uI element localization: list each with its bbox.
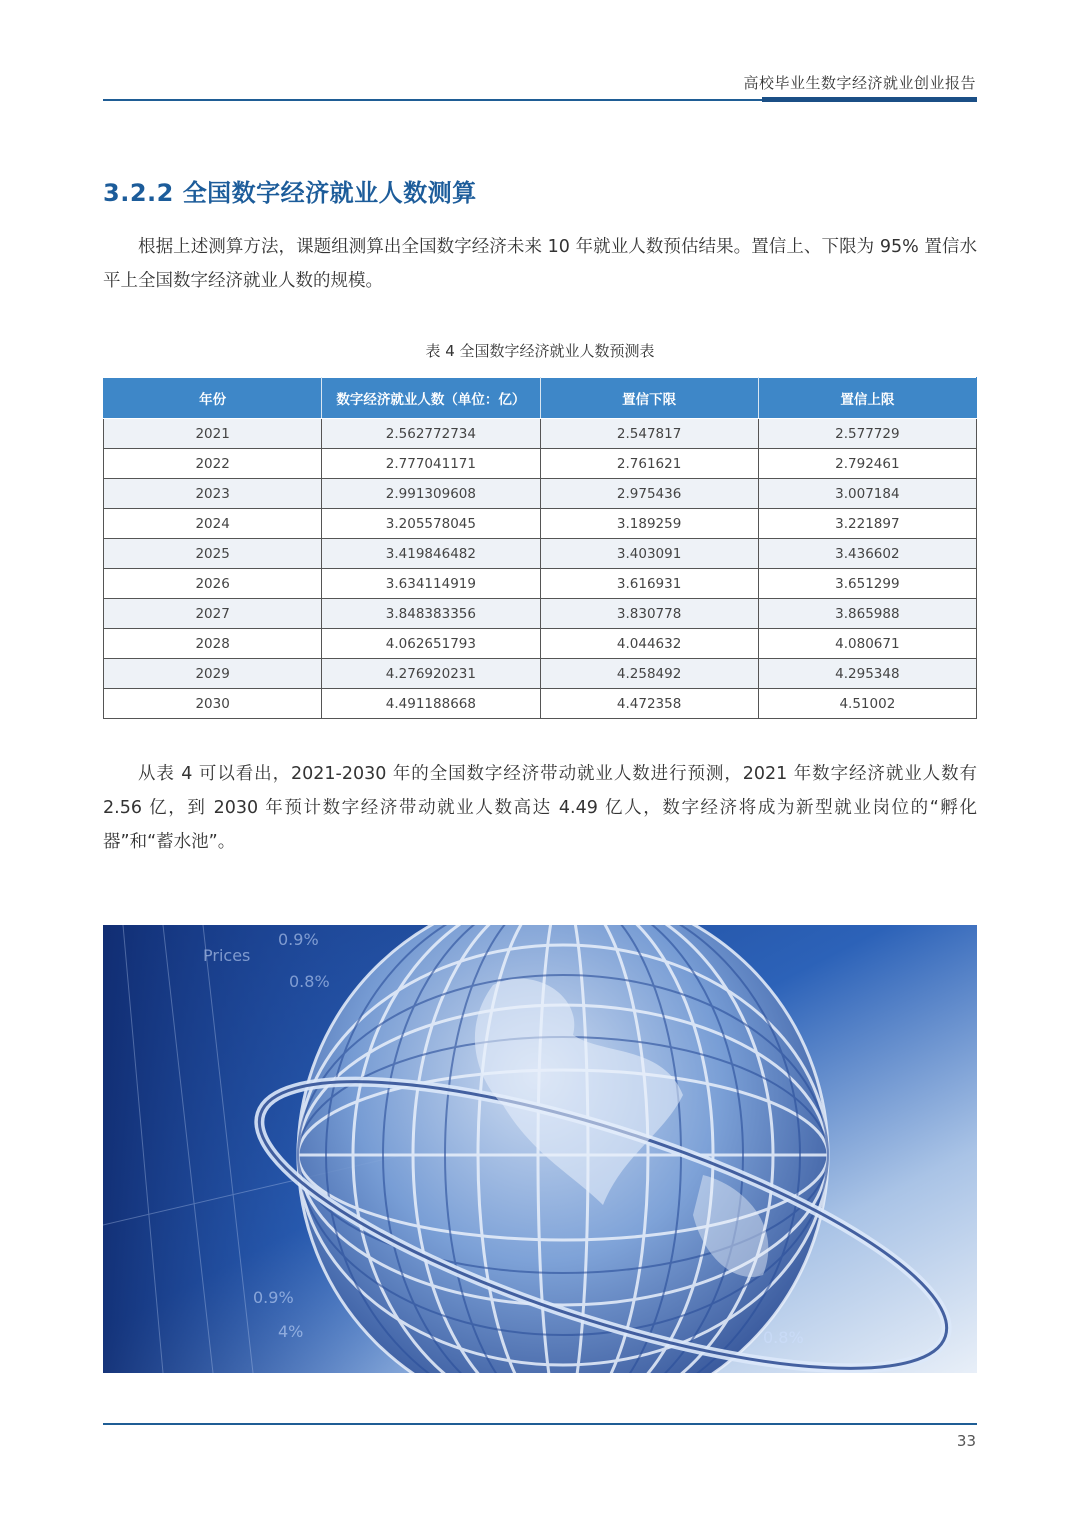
table-row: [104, 539, 977, 569]
header-divider-accent: [762, 97, 977, 102]
table-row: [104, 629, 977, 659]
ticker-text: 0.9%: [253, 1288, 294, 1307]
table-cell: 3.830778: [540, 599, 758, 629]
table-header-row: [104, 378, 977, 419]
ticker-text: Prices: [203, 946, 251, 965]
table-row: [104, 449, 977, 479]
column-header-year: 年份: [104, 378, 322, 419]
globe-illustration: [103, 925, 977, 1373]
table-cell: 2023: [104, 479, 322, 509]
ticker-text: 0.9%: [278, 930, 319, 949]
table-caption: 表 4 全国数字经济就业人数预测表: [425, 342, 655, 360]
ticker-text: 0.8%: [763, 1328, 804, 1347]
forecast-table: [103, 377, 977, 719]
table-cell: 2024: [104, 509, 322, 539]
table-cell: 2030: [104, 689, 322, 719]
intro-paragraph: 根据上述测算方法，课题组测算出全国数字经济未来 10 年就业人数预估结果。置信上、下限为 95% 置信水平上全国数字经济就业人数的规模。: [103, 237, 977, 291]
table-cell: 3.221897: [758, 509, 976, 539]
column-header-lower-bound: 置信下限: [540, 378, 758, 419]
globe-graphic: [103, 925, 977, 1373]
column-header-employment: 数字经济就业人数（单位：亿）: [322, 378, 540, 419]
table-cell: 4.062651793: [322, 629, 540, 659]
table-row: [104, 509, 977, 539]
table-cell: 2.577729: [758, 419, 976, 449]
table-cell: 4.51002: [758, 689, 976, 719]
page-number: 33: [956, 1432, 976, 1450]
table-cell: 3.848383356: [322, 599, 540, 629]
table-cell: 4.295348: [758, 659, 976, 689]
table-cell: 2029: [104, 659, 322, 689]
table-cell: 4.258492: [540, 659, 758, 689]
table-row: [104, 419, 977, 449]
table-cell: 3.634114919: [322, 569, 540, 599]
table-cell: 3.616931: [540, 569, 758, 599]
table-cell: 3.189259: [540, 509, 758, 539]
section-heading: 3.2.2 全国数字经济就业人数测算: [103, 179, 477, 207]
table-cell: 4.491188668: [322, 689, 540, 719]
table-cell: 3.651299: [758, 569, 976, 599]
table-cell: 2.975436: [540, 479, 758, 509]
table-cell: 2.792461: [758, 449, 976, 479]
table-cell: 2025: [104, 539, 322, 569]
table-cell: 2.991309608: [322, 479, 540, 509]
table-cell: 2028: [104, 629, 322, 659]
footer-divider: [103, 1423, 977, 1425]
table-cell: 4.472358: [540, 689, 758, 719]
table-row: [104, 689, 977, 719]
table-body: [104, 419, 977, 719]
table-cell: 2021: [104, 419, 322, 449]
ticker-text: 4%: [278, 1322, 304, 1341]
table-cell: 2022: [104, 449, 322, 479]
table-cell: 3.403091: [540, 539, 758, 569]
table-cell: 3.865988: [758, 599, 976, 629]
column-header-upper-bound: 置信上限: [758, 378, 976, 419]
table-cell: 2.562772734: [322, 419, 540, 449]
table-cell: 2.547817: [540, 419, 758, 449]
table-cell: 3.436602: [758, 539, 976, 569]
table-cell: 3.205578045: [322, 509, 540, 539]
table-cell: 2027: [104, 599, 322, 629]
table-cell: 4.080671: [758, 629, 976, 659]
table-row: [104, 659, 977, 689]
conclusion-paragraph: 从表 4 可以看出，2021-2030 年的全国数字经济带动就业人数进行预测，2021 年数字经济就业人数有 2.56 亿，到 2030 年预计数字经济带动就业人数高达 4.49 亿人，数字经济将成为新型就业岗位的“孵化器”和“蓄水池”。: [103, 764, 977, 852]
report-title: 高校毕业生数字经济就业创业报告: [743, 74, 976, 92]
table-cell: 2.777041171: [322, 449, 540, 479]
table-cell: 4.044632: [540, 629, 758, 659]
ticker-text: 0.8%: [289, 972, 330, 991]
table-row: [104, 569, 977, 599]
table-row: [104, 479, 977, 509]
table-row: [104, 599, 977, 629]
table-cell: 4.276920231: [322, 659, 540, 689]
table-cell: 3.419846482: [322, 539, 540, 569]
table-cell: 2.761621: [540, 449, 758, 479]
table-cell: 3.007184: [758, 479, 976, 509]
table-cell: 2026: [104, 569, 322, 599]
